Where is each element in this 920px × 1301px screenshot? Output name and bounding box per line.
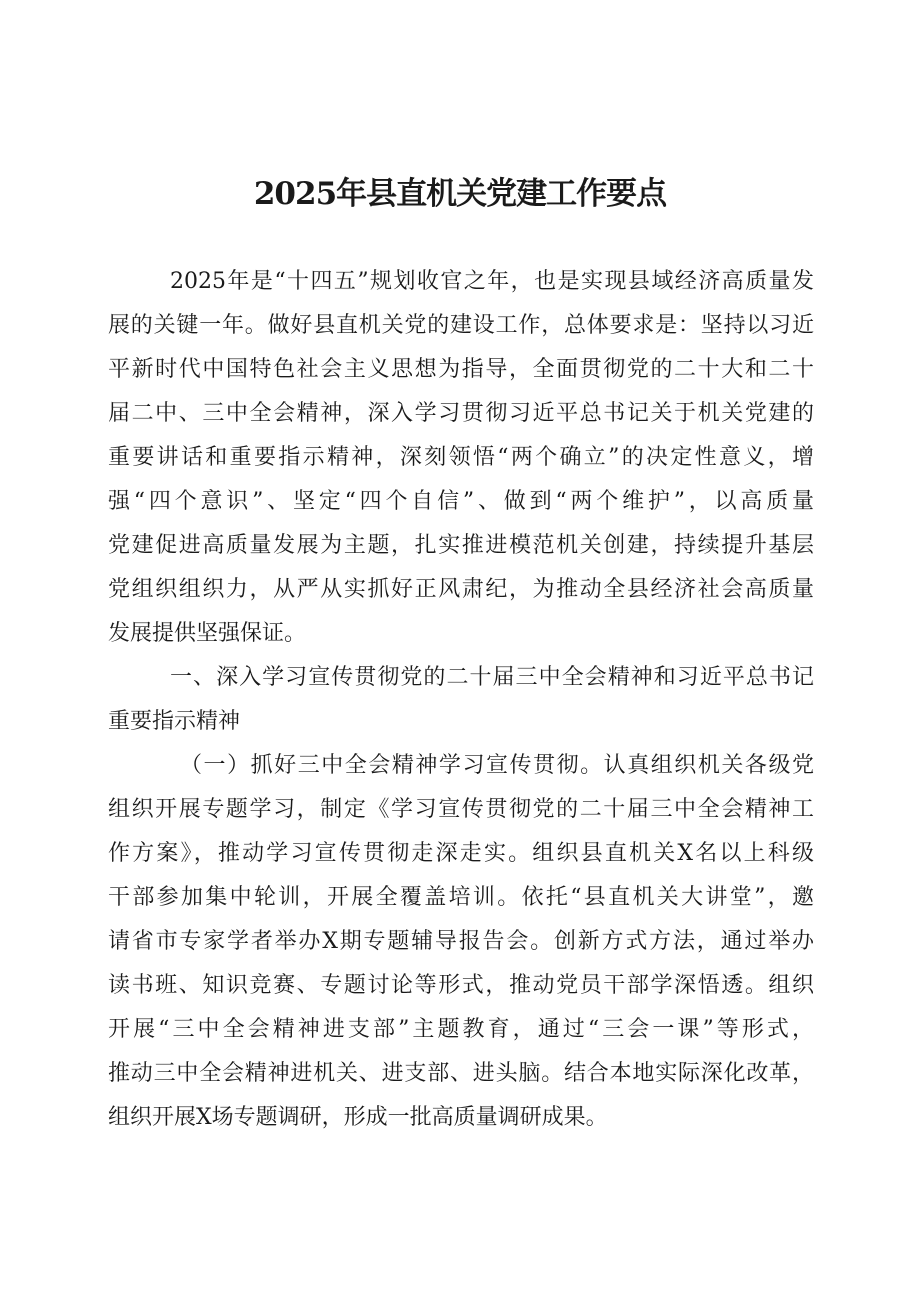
section-item-paragraph	[108, 744, 814, 1140]
text-line: 读书班、知识竞赛、专题讨论等形式，推动党员干部学深悟透。组织	[108, 973, 814, 998]
text-line: 党组织组织力，从严从实抓好正风肃纪，为推动全县经济社会高质量	[108, 577, 814, 602]
intro-paragraph	[108, 260, 814, 656]
text-line: 重要讲话和重要指示精神，深刻领悟“两个确立”的决定性意义，增	[108, 445, 814, 470]
text-line: 一、深入学习宣传贯彻党的二十届三中全会精神和习近平总书记	[170, 665, 814, 690]
text-line: 强“四个意识”、坚定“四个自信”、做到“两个维护”，以高质量	[108, 489, 814, 514]
text-line: 开展“三中全会精神进支部”主题教育，通过“三会一课”等形式，	[108, 1017, 814, 1042]
text-line: 发展提供坚强保证。	[108, 621, 307, 646]
text-line: 2025年是“十四五”规划收官之年，也是实现县域经济高质量发	[170, 269, 814, 294]
text-line: 组织开展专题学习，制定《学习宣传贯彻党的二十届三中全会精神工	[108, 797, 814, 822]
text-line: 干部参加集中轮训，开展全覆盖培训。依托“县直机关大讲堂”，邀	[108, 885, 814, 910]
text-line: 平新时代中国特色社会主义思想为指导，全面贯彻党的二十大和二十	[108, 357, 814, 382]
text-line: 请省市专家学者举办X期专题辅导报告会。创新方式方法，通过举办	[108, 929, 814, 954]
document-title: 2025年县直机关党建工作要点	[253, 176, 667, 212]
text-line: 展的关键一年。做好县直机关党的建设工作，总体要求是：坚持以习近	[108, 313, 814, 338]
text-line: 推动三中全会精神进机关、进支部、进头脑。结合本地实际深化改革，	[108, 1061, 814, 1086]
section-heading	[108, 656, 814, 744]
text-line: 作方案》，推动学习宣传贯彻走深走实。组织县直机关X名以上科级	[108, 841, 814, 866]
text-line: （一）抓好三中全会精神学习宣传贯彻。认真组织机关各级党	[180, 753, 814, 778]
text-line: 组织开展X场专题调研，形成一批高质量调研成果。	[108, 1105, 608, 1130]
document-body	[108, 260, 814, 1140]
text-line: 届二中、三中全会精神，深入学习贯彻习近平总书记关于机关党建的	[108, 401, 814, 426]
text-line: 党建促进高质量发展为主题，扎实推进模范机关创建，持续提升基层	[108, 533, 814, 558]
text-line: 重要指示精神	[108, 709, 241, 734]
